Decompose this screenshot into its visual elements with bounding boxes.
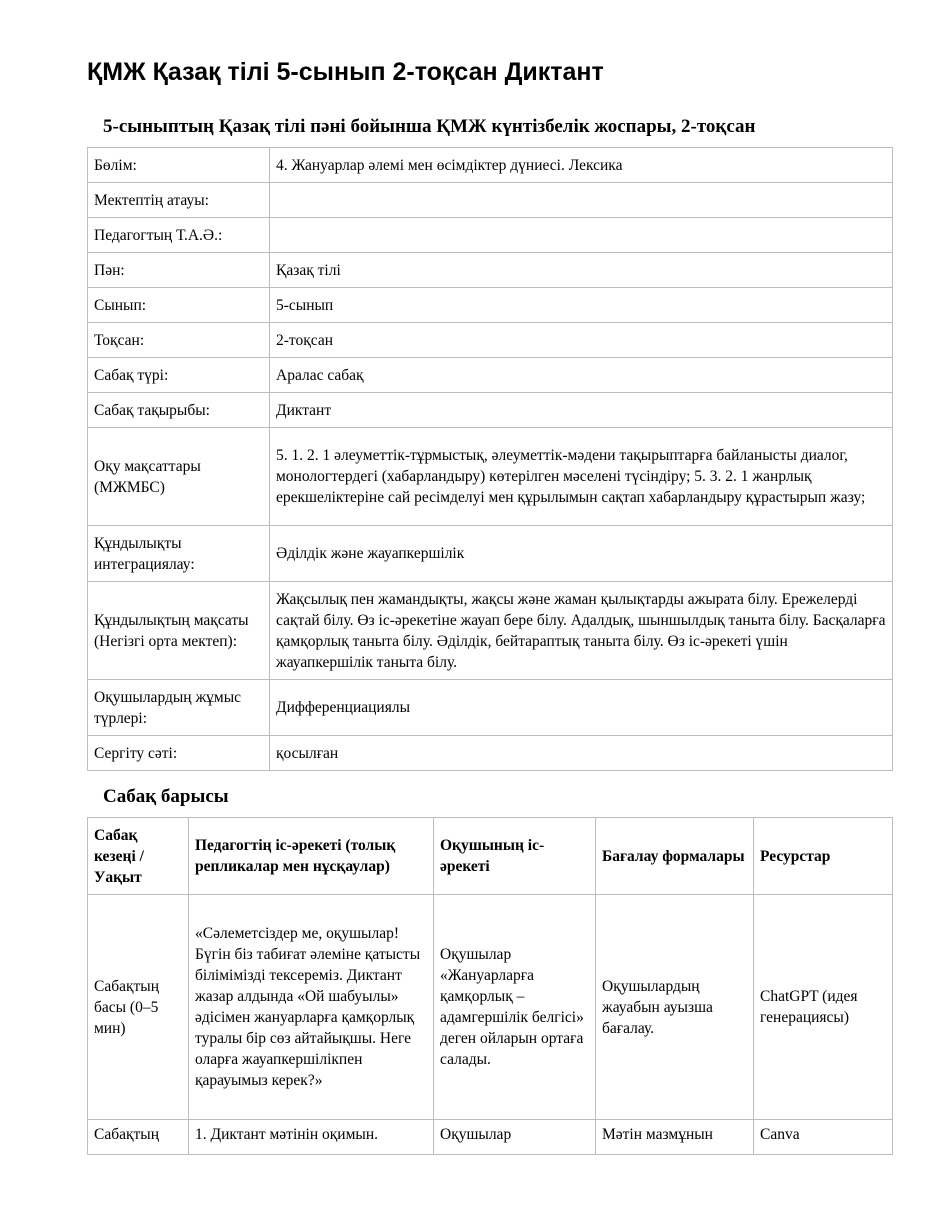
table-row: [88, 253, 893, 288]
column-header: Бағалау формалары: [596, 818, 754, 895]
row-value: Дифференциациялы: [270, 680, 893, 736]
table-row: [88, 1120, 893, 1155]
row-label: Бөлім:: [88, 148, 270, 183]
student-activity-cell: Оқушылар: [434, 1120, 596, 1155]
row-label: Тоқсан:: [88, 323, 270, 358]
stage-cell: Сабақтың: [88, 1120, 189, 1155]
row-value: 5. 1. 2. 1 әлеуметтік-тұрмыстық, әлеуметтік-мәдени тақырыптарға байланысты диалог, монологтердегі (хабарландыру) көтерілген мәселені түсіндіру; 5. 3. 2. 1 жанрлық ерекшеліктеріне сай ресімделуі мен құрылымын сақтап хабарландыру құрастырып жазу;: [270, 428, 893, 526]
row-value: 4. Жануарлар әлемі мен өсімдіктер дүниесі. Лексика: [270, 148, 893, 183]
row-value: [270, 183, 893, 218]
row-label: Құндылықтың мақсаты (Негізгі орта мектеп):: [88, 582, 270, 680]
row-value: 2-тоқсан: [270, 323, 893, 358]
row-label: Пән:: [88, 253, 270, 288]
resources-cell: ChatGPT (идея генерациясы): [754, 895, 893, 1120]
row-value: қосылған: [270, 736, 893, 771]
row-label: Оқу мақсаттары (МЖМБС): [88, 428, 270, 526]
row-value: 5-сынып: [270, 288, 893, 323]
row-value: Әділдік және жауапкершілік: [270, 526, 893, 582]
table-row: [88, 736, 893, 771]
column-header: Оқушының іс-әрекеті: [434, 818, 596, 895]
row-label: Мектептің атауы:: [88, 183, 270, 218]
resources-cell: Canva: [754, 1120, 893, 1155]
table-row: [88, 323, 893, 358]
row-label: Оқушылардың жұмыс түрлері:: [88, 680, 270, 736]
document-title: ҚМЖ Қазақ тілі 5-сынып 2-тоқсан Диктант: [87, 58, 604, 86]
row-value: Жақсылық пен жамандықты, жақсы және жаман қылықтарды ажырата білу. Ережелерді сақтай білу. Өз іс-әрекетіне жауап бере білу. Адалдық, шыншылдық таныта білу. Басқаларға қамқорлық таныта білу. Әділдік, бейтараптық таныта білу. Өз іс-әрекеті үшін жауапкершілік таныта білу.: [270, 582, 893, 680]
plan-subtitle: 5-сыныптың Қазақ тілі пәні бойынша ҚМЖ күнтізбелік жоспары, 2-тоқсан: [103, 116, 756, 137]
table-row: [88, 895, 893, 1120]
row-value: [270, 218, 893, 253]
row-value: Диктант: [270, 393, 893, 428]
lesson-progress-title: Сабақ барысы: [103, 786, 229, 807]
row-label: Сынып:: [88, 288, 270, 323]
row-label: Сергіту сәті:: [88, 736, 270, 771]
table-row: [88, 393, 893, 428]
table-row: [88, 680, 893, 736]
table-row: [88, 582, 893, 680]
lesson-table: [87, 817, 893, 1155]
table-row: [88, 148, 893, 183]
row-label: Сабақ тақырыбы:: [88, 393, 270, 428]
row-label: Сабақ түрі:: [88, 358, 270, 393]
teacher-activity-cell: «Сәлеметсіздер ме, оқушылар! Бүгін біз табиғат әлеміне қатысты білімімізді тексереміз. Диктант жазар алдында «Ой шабуылы» әдісімен жануарларға қамқорлық туралы бір сөз айтайықшы. Неге оларға жауапкершілікпен қарауымыз керек?»: [189, 895, 434, 1120]
table-row: [88, 358, 893, 393]
row-label: Құндылықты интеграциялау:: [88, 526, 270, 582]
column-header: Педагогтің іс-әрекеті (толық репликалар мен нұсқаулар): [189, 818, 434, 895]
column-header: Сабақ кезеңі / Уақыт: [88, 818, 189, 895]
stage-cell: Сабақтың басы (0–5 мин): [88, 895, 189, 1120]
table-row: [88, 428, 893, 526]
teacher-activity-cell: 1. Диктант мәтінін оқимын.: [189, 1120, 434, 1155]
assessment-cell: Мәтін мазмұнын: [596, 1120, 754, 1155]
table-row: [88, 183, 893, 218]
assessment-cell: Оқушылардың жауабын ауызша бағалау.: [596, 895, 754, 1120]
table-row: [88, 218, 893, 253]
student-activity-cell: Оқушылар «Жануарларға қамқорлық – адамгершілік белгісі» деген ойларын ортаға салады.: [434, 895, 596, 1120]
row-label: Педагогтың Т.А.Ә.:: [88, 218, 270, 253]
table-header-row: [88, 818, 893, 895]
table-row: [88, 526, 893, 582]
column-header: Ресурстар: [754, 818, 893, 895]
row-value: Қазақ тілі: [270, 253, 893, 288]
row-value: Аралас сабақ: [270, 358, 893, 393]
table-row: [88, 288, 893, 323]
info-table: [87, 147, 893, 771]
